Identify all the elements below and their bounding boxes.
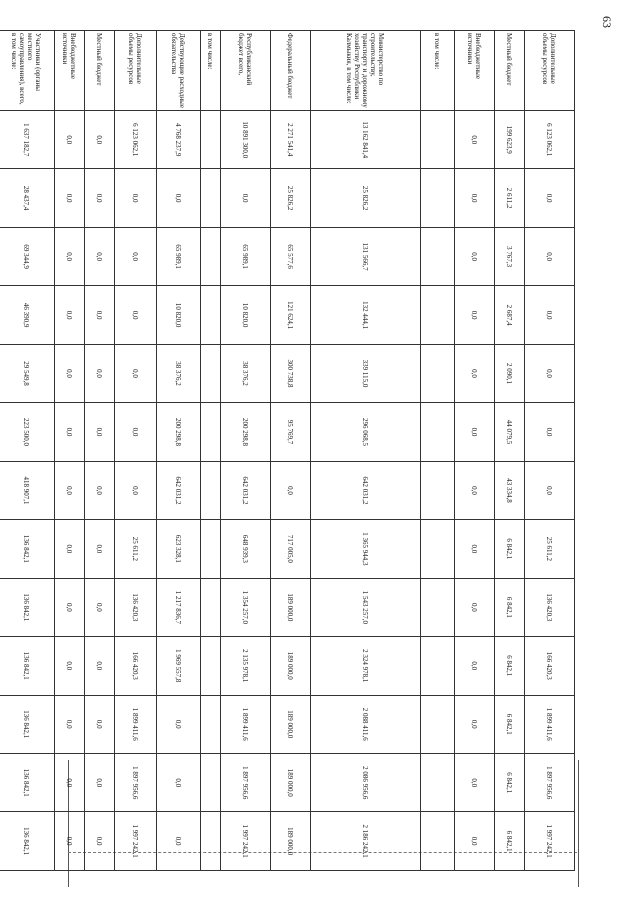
- table-cell: 10 820,0: [221, 286, 271, 344]
- table-cell: 0,0: [85, 461, 115, 519]
- table-cell: 0,0: [85, 578, 115, 636]
- table-cell: 296 068,5: [311, 403, 421, 461]
- table-cell: 0,0: [455, 344, 495, 402]
- table-row: [271, 31, 311, 871]
- row-label: Внебюджетные источники: [455, 31, 495, 111]
- table-row: [157, 31, 201, 871]
- table-cell: 189 000,0: [271, 812, 311, 870]
- table-cell: 25 611,2: [525, 520, 575, 578]
- table-cell: 2 090,1: [495, 344, 525, 402]
- table-cell: 38 376,2: [221, 344, 271, 402]
- table-cell: 0,0: [455, 520, 495, 578]
- table-cell: [201, 111, 221, 169]
- table-row: [311, 31, 421, 871]
- table-cell: [201, 578, 221, 636]
- table-cell: 339 115,0: [311, 344, 421, 402]
- table-cell: 2 135 978,1: [221, 637, 271, 695]
- table-cell: 65 989,1: [221, 227, 271, 285]
- table-cell: 132 444,1: [311, 286, 421, 344]
- table-cell: 0,0: [85, 286, 115, 344]
- table-cell: 642 031,2: [157, 461, 201, 519]
- table-cell: 136 842,1: [0, 637, 55, 695]
- table-cell: [421, 753, 455, 811]
- table-cell: 1 543 257,0: [311, 578, 421, 636]
- table-cell: 0,0: [455, 695, 495, 753]
- table-cell: 46 390,9: [0, 286, 55, 344]
- table-cell: 1 217 836,7: [157, 578, 201, 636]
- table-cell: 0,0: [55, 461, 85, 519]
- table-cell: 65 989,1: [157, 227, 201, 285]
- table-cell: 0,0: [55, 812, 85, 870]
- table-cell: 1 354 257,0: [221, 578, 271, 636]
- table-cell: 136 842,1: [0, 520, 55, 578]
- table-cell: [421, 812, 455, 870]
- row-label: Республиканский бюджет всего,: [221, 31, 271, 111]
- table-cell: 0,0: [85, 812, 115, 870]
- table-cell: 2 324 978,1: [311, 637, 421, 695]
- table-cell: 2 088 411,6: [311, 695, 421, 753]
- row-label: Дополнительные объемы ресурсов: [525, 31, 575, 111]
- row-label: Участники (органы местного самоуправления), всего, в том числе:: [0, 31, 55, 111]
- table-cell: 2 687,4: [495, 286, 525, 344]
- table-row: [201, 31, 221, 871]
- table-cell: 623 328,1: [157, 520, 201, 578]
- table-cell: 10 891 300,0: [221, 111, 271, 169]
- table-cell: 0,0: [115, 461, 157, 519]
- table-cell: [421, 520, 455, 578]
- row-label: Действующие расходные обязательства: [157, 31, 201, 111]
- table-cell: 2 086 956,6: [311, 753, 421, 811]
- table-cell: 43 334,8: [495, 461, 525, 519]
- table-cell: 2 271 541,4: [271, 111, 311, 169]
- table-cell: [421, 637, 455, 695]
- table-cell: 69 344,9: [0, 227, 55, 285]
- table-cell: 136 842,1: [0, 578, 55, 636]
- table-cell: 717 005,0: [271, 520, 311, 578]
- rotated-table-container: [10, 30, 575, 870]
- table-cell: 28 437,4: [0, 169, 55, 227]
- table-cell: 44 079,5: [495, 403, 525, 461]
- table-cell: 0,0: [157, 169, 201, 227]
- table-cell: 0,0: [55, 753, 85, 811]
- table-cell: 0,0: [85, 520, 115, 578]
- table-cell: 0,0: [525, 403, 575, 461]
- table-cell: 25 826,2: [311, 169, 421, 227]
- table-cell: 1 897 956,6: [115, 753, 157, 811]
- page-number: 63: [600, 16, 614, 28]
- table-row: [495, 31, 525, 871]
- table-cell: 1 897 956,6: [525, 753, 575, 811]
- table-cell: [421, 461, 455, 519]
- table-row: [221, 31, 271, 871]
- table-cell: 200 298,8: [221, 403, 271, 461]
- table-cell: 0,0: [455, 753, 495, 811]
- table-cell: 0,0: [271, 461, 311, 519]
- row-label: Федеральный бюджет: [271, 31, 311, 111]
- table-cell: [421, 169, 455, 227]
- table-cell: 0,0: [55, 578, 85, 636]
- table-cell: 223 500,0: [0, 403, 55, 461]
- table-cell: 0,0: [455, 578, 495, 636]
- row-label: Дополнительные объемы ресурсов: [115, 31, 157, 111]
- table-cell: 166 420,3: [525, 637, 575, 695]
- table-cell: 38 376,2: [157, 344, 201, 402]
- table-cell: 131 566,7: [311, 227, 421, 285]
- table-cell: 189 000,0: [271, 695, 311, 753]
- table-cell: 1 899 411,6: [221, 695, 271, 753]
- table-cell: [201, 637, 221, 695]
- table-cell: 6 842,1: [495, 753, 525, 811]
- row-label: Местный бюджет: [495, 31, 525, 111]
- table-cell: 6 842,1: [495, 637, 525, 695]
- table-cell: 0,0: [525, 461, 575, 519]
- table-row: [0, 31, 55, 871]
- table-cell: 10 820,0: [157, 286, 201, 344]
- table-cell: 0,0: [85, 169, 115, 227]
- table-cell: [421, 578, 455, 636]
- table-cell: 0,0: [525, 286, 575, 344]
- row-label: в том числе:: [201, 31, 221, 111]
- table-cell: [421, 111, 455, 169]
- table-cell: 25 826,2: [271, 169, 311, 227]
- table-cell: 13 162 841,4: [311, 111, 421, 169]
- table-cell: [201, 753, 221, 811]
- table-cell: 6 123 062,1: [525, 111, 575, 169]
- table-cell: 189 000,0: [271, 753, 311, 811]
- table-row: [115, 31, 157, 871]
- table-cell: 0,0: [55, 695, 85, 753]
- table-cell: 0,0: [55, 637, 85, 695]
- table-cell: 0,0: [525, 169, 575, 227]
- table-cell: 300 738,8: [271, 344, 311, 402]
- table-row: [421, 31, 455, 871]
- table-cell: [421, 403, 455, 461]
- table-cell: 0,0: [455, 637, 495, 695]
- table-cell: 642 031,2: [221, 461, 271, 519]
- table-cell: 1 899 411,6: [115, 695, 157, 753]
- table-cell: [201, 461, 221, 519]
- table-cell: 0,0: [525, 227, 575, 285]
- table-cell: 0,0: [85, 637, 115, 695]
- table-cell: 199 623,9: [495, 111, 525, 169]
- table-cell: [421, 286, 455, 344]
- table-cell: [201, 227, 221, 285]
- table-cell: 648 939,3: [221, 520, 271, 578]
- table-cell: 0,0: [157, 695, 201, 753]
- table-cell: 136 420,3: [115, 578, 157, 636]
- table-cell: 3 767,3: [495, 227, 525, 285]
- table-cell: 121 624,1: [271, 286, 311, 344]
- table-row: [85, 31, 115, 871]
- table-cell: 95 769,7: [271, 403, 311, 461]
- table-cell: 418 907,1: [0, 461, 55, 519]
- table-cell: 0,0: [55, 286, 85, 344]
- table-cell: [201, 812, 221, 870]
- table-cell: 0,0: [85, 111, 115, 169]
- table-cell: 136 842,1: [0, 812, 55, 870]
- table-cell: [421, 227, 455, 285]
- table-cell: 136 842,1: [0, 695, 55, 753]
- table-cell: 0,0: [115, 344, 157, 402]
- table-cell: [201, 169, 221, 227]
- table-row: [55, 31, 85, 871]
- table-cell: [421, 695, 455, 753]
- table-cell: 0,0: [85, 695, 115, 753]
- table-cell: 0,0: [55, 169, 85, 227]
- table-cell: [201, 344, 221, 402]
- table-cell: 4 768 237,9: [157, 111, 201, 169]
- table-cell: 0,0: [85, 227, 115, 285]
- table-cell: 642 031,2: [311, 461, 421, 519]
- table-cell: 1 997 242,1: [525, 812, 575, 870]
- budget-table: [0, 30, 575, 871]
- row-label: Министерство по строительству, транспорту и дорожному хозяйству Республики Калмыкия, в том числе:: [311, 31, 421, 111]
- table-cell: 0,0: [55, 520, 85, 578]
- table-cell: 0,0: [55, 227, 85, 285]
- table-cell: 0,0: [157, 753, 201, 811]
- table-cell: 1 997 242,1: [115, 812, 157, 870]
- table-cell: 189 000,0: [271, 637, 311, 695]
- table-cell: 2 186 242,1: [311, 812, 421, 870]
- table-cell: 1 899 411,6: [525, 695, 575, 753]
- table-cell: 200 298,8: [157, 403, 201, 461]
- table-cell: 136 842,1: [0, 753, 55, 811]
- table-cell: 6 842,1: [495, 695, 525, 753]
- table-cell: 0,0: [455, 286, 495, 344]
- table-cell: 6 123 062,1: [115, 111, 157, 169]
- table-cell: 0,0: [115, 403, 157, 461]
- table-cell: 1 365 944,3: [311, 520, 421, 578]
- table-cell: 0,0: [85, 753, 115, 811]
- table-cell: 2 611,2: [495, 169, 525, 227]
- table-row: [455, 31, 495, 871]
- table-cell: 65 577,6: [271, 227, 311, 285]
- table-cell: 0,0: [55, 403, 85, 461]
- table-cell: 166 420,3: [115, 637, 157, 695]
- table-cell: 1 897 956,6: [221, 753, 271, 811]
- table-cell: 0,0: [55, 344, 85, 402]
- table-cell: 6 842,1: [495, 578, 525, 636]
- table-cell: [201, 286, 221, 344]
- table-cell: 1 969 557,8: [157, 637, 201, 695]
- table-cell: 0,0: [157, 812, 201, 870]
- table-cell: 0,0: [55, 111, 85, 169]
- table-cell: 0,0: [455, 227, 495, 285]
- table-cell: 0,0: [221, 169, 271, 227]
- table-cell: 0,0: [85, 403, 115, 461]
- table-cell: 1 637 182,7: [0, 111, 55, 169]
- row-label: в том числе:: [421, 31, 455, 111]
- table-cell: 0,0: [115, 227, 157, 285]
- table-cell: [201, 520, 221, 578]
- table-cell: 0,0: [115, 286, 157, 344]
- budget-table-body: [0, 31, 575, 871]
- table-cell: 0,0: [525, 344, 575, 402]
- table-cell: 0,0: [455, 403, 495, 461]
- table-row: [525, 31, 575, 871]
- table-cell: [201, 403, 221, 461]
- table-cell: 6 842,1: [495, 520, 525, 578]
- row-label: Внебюджетные источники: [55, 31, 85, 111]
- table-cell: 0,0: [455, 812, 495, 870]
- table-cell: 0,0: [455, 169, 495, 227]
- table-cell: 6 842,1: [495, 812, 525, 870]
- table-cell: 0,0: [455, 461, 495, 519]
- table-cell: 29 549,8: [0, 344, 55, 402]
- table-cell: 0,0: [115, 169, 157, 227]
- row-label: Местный бюджет: [85, 31, 115, 111]
- table-cell: 136 420,3: [525, 578, 575, 636]
- table-cell: [201, 695, 221, 753]
- table-cell: 0,0: [85, 344, 115, 402]
- table-cell: 0,0: [455, 111, 495, 169]
- table-cell: 25 611,2: [115, 520, 157, 578]
- table-cell: 189 000,0: [271, 578, 311, 636]
- table-cell: [421, 344, 455, 402]
- table-cell: 1 997 242,1: [221, 812, 271, 870]
